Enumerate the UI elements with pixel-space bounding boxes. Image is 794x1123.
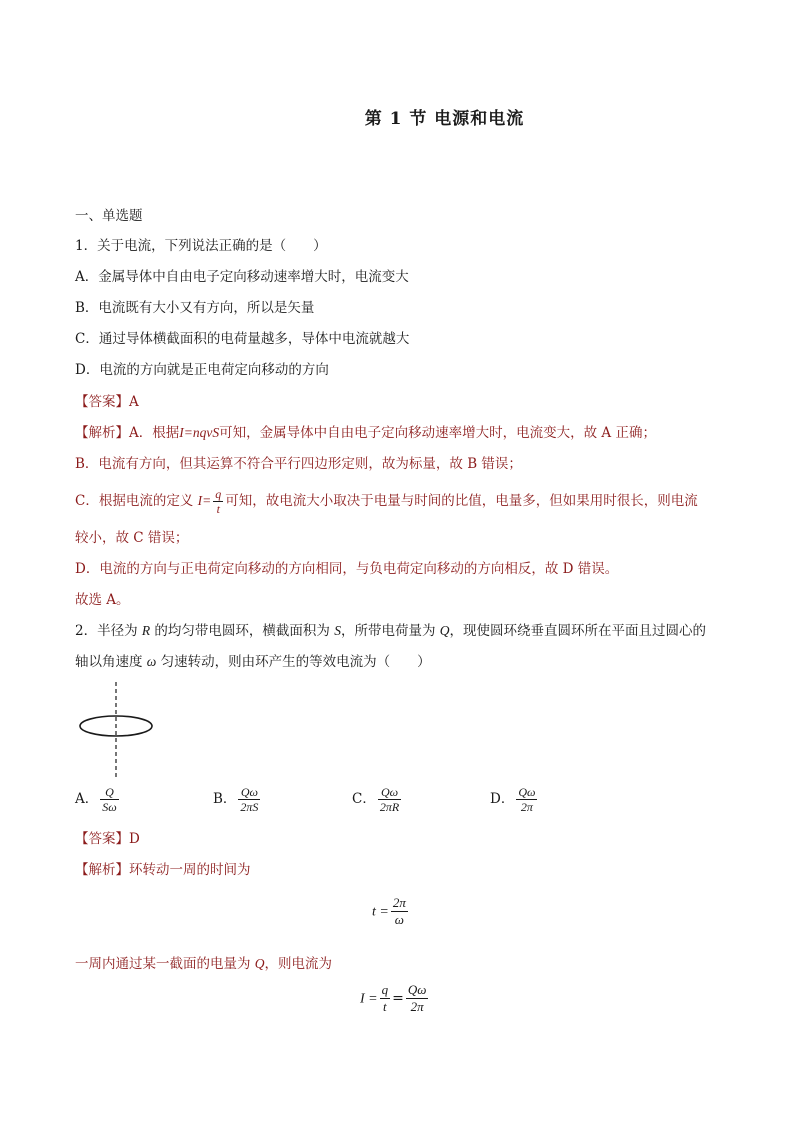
- fraction: [100, 785, 118, 814]
- q2-option-d: [490, 785, 539, 814]
- denominator: t: [383, 999, 387, 1014]
- analysis-text: ，则电流为: [264, 956, 333, 972]
- fraction: [406, 982, 429, 1015]
- answer-tag: 【答案】: [75, 394, 129, 410]
- option-label: C．: [352, 791, 376, 807]
- q2-stem-line1: [75, 621, 706, 641]
- q1-answer: [75, 392, 139, 412]
- formula-lhs: I=: [197, 493, 212, 508]
- fraction: [516, 785, 537, 814]
- equation-lhs: I =: [360, 991, 378, 1007]
- stem-text: 2．半径为: [75, 623, 142, 639]
- numerator: q: [215, 487, 222, 501]
- numerator: Qω: [518, 785, 536, 799]
- var-r: R: [141, 623, 151, 638]
- stem-text: ，现使圆环绕垂直圆环所在平面且过圆心的: [449, 623, 707, 639]
- denominator: ω: [394, 912, 404, 927]
- analysis-tag: 【解析】: [75, 862, 129, 878]
- answer-value: D: [129, 831, 140, 847]
- numerator: q: [381, 982, 389, 997]
- fraction: [380, 982, 391, 1015]
- q2-option-c: [352, 785, 403, 814]
- equation-current: [360, 982, 430, 1015]
- q1-option-c: C．通过导体横截面积的电荷量越多，导体中电流就越大: [75, 331, 410, 347]
- denominator: Sω: [102, 800, 117, 814]
- equation-lhs: t =: [372, 904, 389, 920]
- page-title: 第 1 节 电源和电流: [364, 109, 525, 129]
- q1-analysis-b: B．电流有方向，但其运算不符合平行四边形定则，故为标量，故 B 错误；: [75, 456, 522, 472]
- analysis-text: 一周内通过某一截面的电量为: [75, 956, 255, 972]
- numerator: 2π: [392, 895, 406, 910]
- answer-tag: 【答案】: [75, 831, 129, 847]
- numerator: Qω: [407, 982, 427, 997]
- denominator: 2π: [410, 999, 424, 1014]
- stem-text: 轴以角速度: [75, 654, 147, 670]
- fraction: [213, 487, 223, 516]
- numerator: Q: [100, 785, 118, 800]
- analysis-text: 可知，故电流大小取决于电量与时间的比值，电量多，但如果用时很长，则电流: [225, 493, 698, 509]
- q1-option-b: B．电流既有大小又有方向，所以是矢量: [75, 300, 315, 316]
- var-s: S: [334, 623, 341, 638]
- q2-analysis-1: [75, 860, 251, 880]
- q1-stem: 1．关于电流，下列说法正确的是（ ）: [75, 238, 327, 254]
- q2-stem-line2: [75, 652, 431, 672]
- option-label: D．: [490, 791, 515, 807]
- ring-diagram: [75, 680, 165, 780]
- stem-text: 的均匀带电圆环，横截面积为: [150, 623, 335, 639]
- answer-value: A: [129, 394, 139, 410]
- equation-period: [372, 895, 410, 928]
- q2-option-b: [213, 785, 262, 814]
- q1-analysis-c-cont: 较小，故 C 错误；: [75, 530, 189, 546]
- denominator: 2πR: [379, 800, 400, 814]
- q1-analysis-c: [75, 486, 698, 516]
- fraction: [391, 895, 408, 928]
- analysis-text: A．根据: [129, 425, 180, 441]
- q2-analysis-2: [75, 954, 332, 974]
- stem-text: ，所带电荷量为: [340, 623, 440, 639]
- analysis-text: C．根据电流的定义: [75, 493, 194, 509]
- var-q: Q: [439, 623, 450, 638]
- denominator: 2π: [520, 800, 533, 814]
- formula: I=nqvS: [179, 425, 220, 440]
- fraction: [378, 785, 401, 814]
- section-heading: 一、单选题: [75, 208, 143, 224]
- q1-option-d: D．电流的方向就是正电荷定向移动的方向: [75, 362, 329, 378]
- denominator: t: [216, 502, 220, 516]
- q2-option-a: [75, 785, 121, 814]
- numerator: Qω: [238, 785, 260, 800]
- q1-conclusion: 故选 A。: [75, 592, 130, 608]
- q2-answer: [75, 829, 140, 849]
- q1-analysis-a: [75, 423, 656, 443]
- analysis-text: 环转动一周的时间为: [129, 862, 251, 878]
- numerator: Qω: [378, 785, 401, 800]
- option-label: B．: [213, 791, 237, 807]
- q1-option-a: A．金属导体中自由电子定向移动速率增大时，电流变大: [75, 269, 409, 285]
- option-label: A．: [75, 791, 99, 807]
- fraction: [238, 785, 260, 814]
- q1-analysis-d: D．电流的方向与正电荷定向移动的方向相同，与负电荷定向移动的方向相反，故 D 错误。: [75, 561, 619, 577]
- equals-sign: =: [392, 990, 404, 1007]
- stem-text: 匀速转动，则由环产生的等效电流为（ ）: [156, 654, 431, 670]
- denominator: 2πS: [240, 800, 259, 814]
- analysis-text: 可知，金属导体中自由电子定向移动速率增大时，电流变大，故 A 正确；: [219, 425, 656, 441]
- var-omega: ω: [146, 654, 157, 669]
- analysis-tag: 【解析】: [75, 425, 129, 441]
- var-q: Q: [254, 956, 265, 971]
